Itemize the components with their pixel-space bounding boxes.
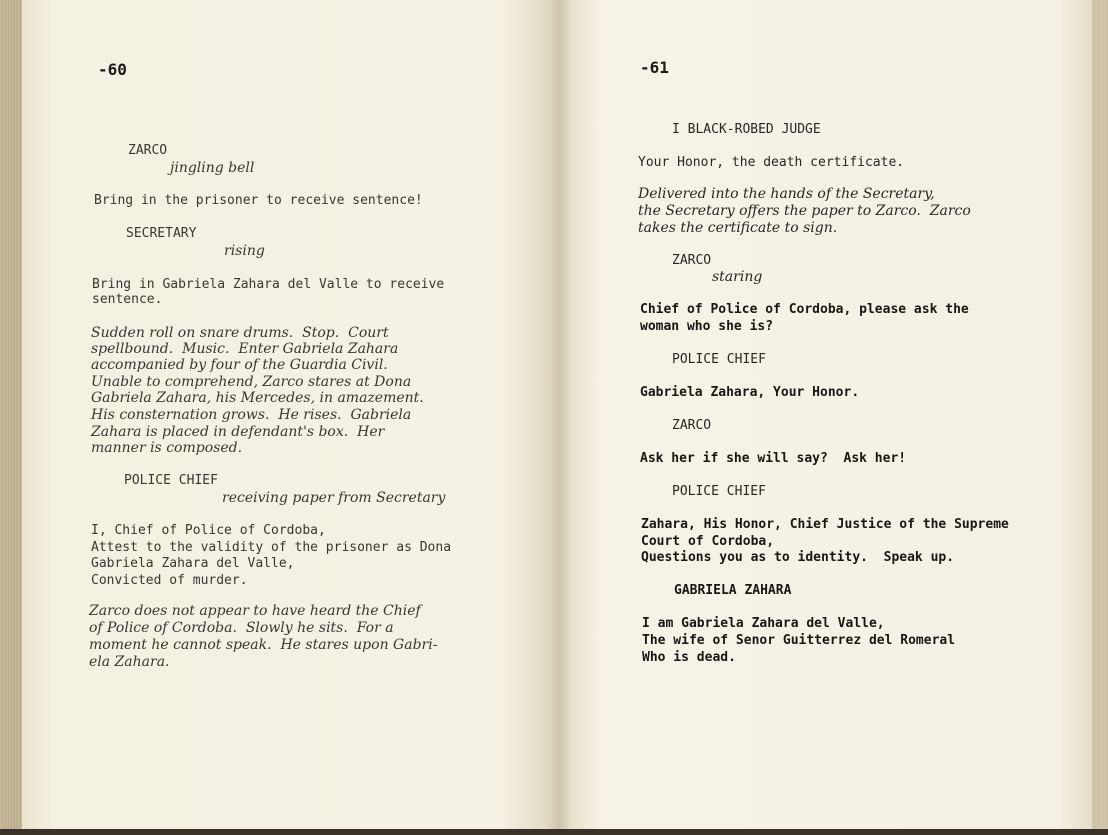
stage-direction: Gabriela Zahara, his Mercedes, in amazement. bbox=[91, 390, 424, 406]
stage-direction: His consternation grows. He rises. Gabriela bbox=[91, 407, 412, 423]
dialogue-line: Zahara, His Honor, Chief Justice of the Supreme bbox=[641, 517, 1009, 532]
dialogue-line: Chief of Police of Cordoba, please ask the bbox=[640, 302, 969, 317]
speaker-name: GABRIELA ZAHARA bbox=[674, 583, 792, 598]
speaker-name: ZARCO bbox=[128, 143, 168, 158]
book-bottom-edge bbox=[0, 829, 1108, 835]
stage-direction: Unable to comprehend, Zarco stares at Dona bbox=[91, 374, 412, 390]
dialogue-line: I, Chief of Police of Cordoba, bbox=[91, 523, 326, 538]
dialogue-line: Ask her if she will say? Ask her! bbox=[640, 451, 907, 466]
speaker-name: ZARCO bbox=[672, 253, 712, 268]
stage-direction: receiving paper from Secretary bbox=[222, 490, 446, 506]
stage-direction: manner is composed. bbox=[91, 440, 243, 456]
stage-direction: staring bbox=[712, 269, 763, 285]
dialogue-line: Your Honor, the death certificate. bbox=[638, 155, 905, 170]
speaker-name: SECRETARY bbox=[126, 226, 197, 241]
left-page bbox=[22, 0, 560, 835]
dialogue-line: Bring in Gabriela Zahara del Valle to receive bbox=[92, 277, 445, 292]
dialogue-line: Gabriela Zahara, Your Honor. bbox=[640, 385, 860, 400]
stage-direction: Zarco does not appear to have heard the Chief bbox=[89, 603, 421, 619]
stage-direction: the Secretary offers the paper to Zarco. Zarco bbox=[638, 203, 971, 219]
stage-direction: of Police of Cordoba. Slowly he sits. For a bbox=[89, 620, 394, 636]
stage-direction: spellbound. Music. Enter Gabriela Zahara bbox=[91, 341, 399, 357]
dialogue-line: woman who she is? bbox=[640, 319, 774, 334]
dialogue-line: The wife of Senor Guitterrez del Romeral bbox=[642, 633, 956, 648]
page-edges-right bbox=[1092, 0, 1108, 835]
dialogue-line: sentence. bbox=[92, 292, 163, 307]
stage-direction: takes the certificate to sign. bbox=[638, 220, 838, 236]
stage-direction: jingling bell bbox=[170, 160, 255, 176]
speaker-name: POLICE CHIEF bbox=[672, 484, 766, 499]
dialogue-line: Gabriela Zahara del Valle, bbox=[91, 556, 295, 571]
page-number: -60 bbox=[98, 60, 127, 79]
dialogue-line: Questions you as to identity. Speak up. bbox=[641, 550, 955, 565]
page-edges-left bbox=[0, 0, 22, 835]
speaker-name: I BLACK-ROBED JUDGE bbox=[672, 122, 821, 137]
speaker-name: POLICE CHIEF bbox=[124, 473, 218, 488]
stage-direction: Zahara is placed in defendant's box. Her bbox=[91, 424, 385, 440]
dialogue-line: Bring in the prisoner to receive sentence! bbox=[94, 193, 423, 208]
stage-direction: accompanied by four of the Guardia Civil. bbox=[91, 357, 388, 373]
dialogue-line: Who is dead. bbox=[642, 650, 736, 665]
stage-direction: moment he cannot speak. He stares upon Gabri- bbox=[89, 637, 438, 653]
speaker-name: ZARCO bbox=[672, 418, 712, 433]
speaker-name: POLICE CHIEF bbox=[672, 352, 766, 367]
dialogue-line: Court of Cordoba, bbox=[641, 534, 775, 549]
page-number: -61 bbox=[640, 58, 669, 77]
stage-direction: Delivered into the hands of the Secretary, bbox=[638, 186, 935, 202]
stage-direction: ela Zahara. bbox=[89, 654, 170, 670]
stage-direction: Sudden roll on snare drums. Stop. Court bbox=[91, 325, 389, 341]
dialogue-line: Convicted of murder. bbox=[91, 573, 248, 588]
stage-direction: rising bbox=[224, 243, 265, 259]
right-page bbox=[560, 0, 1092, 835]
dialogue-line: Attest to the validity of the prisoner as Dona bbox=[91, 540, 452, 555]
dialogue-line: I am Gabriela Zahara del Valle, bbox=[642, 616, 885, 631]
